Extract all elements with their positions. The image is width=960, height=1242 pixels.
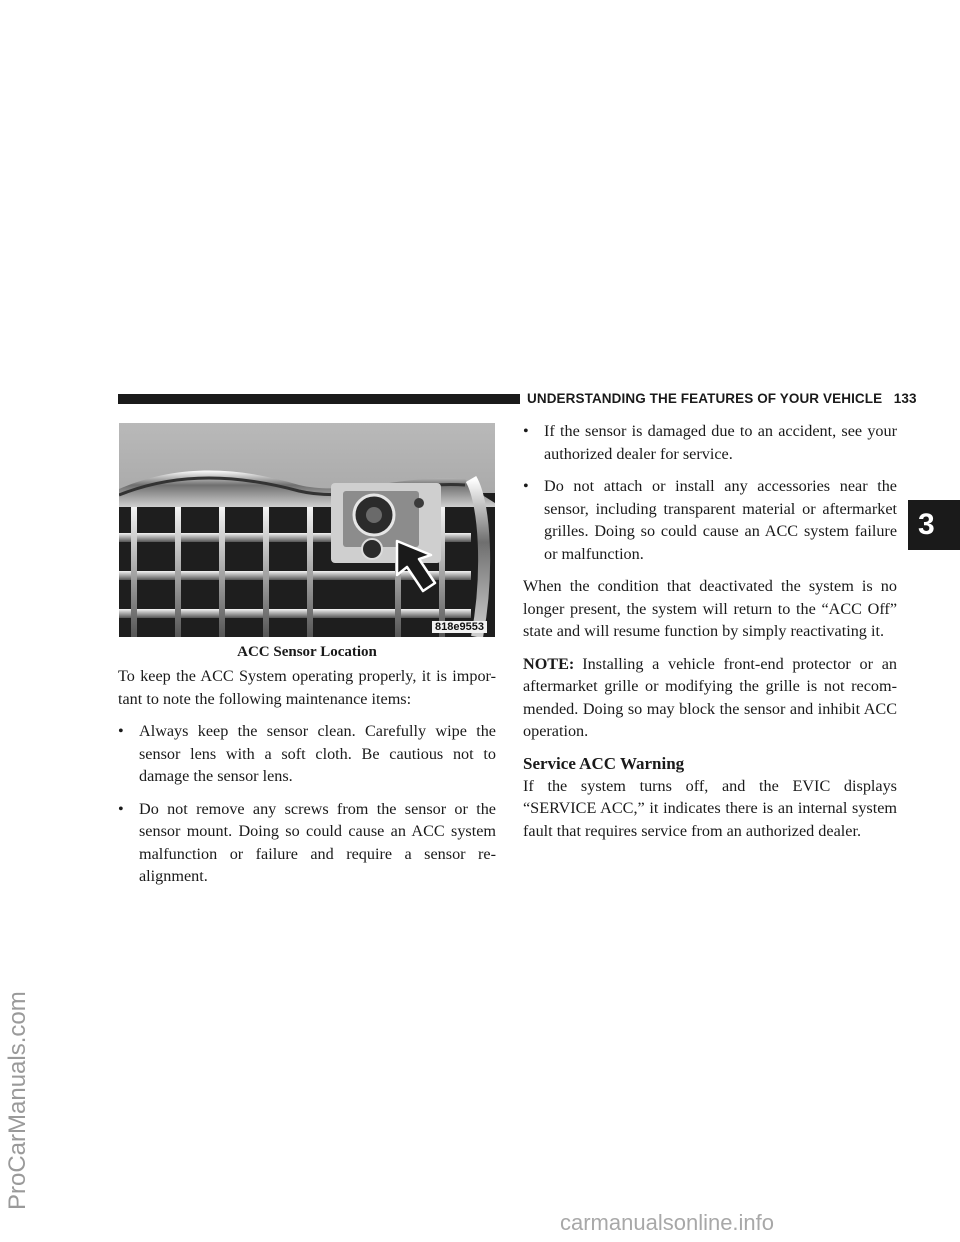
section-title: UNDERSTANDING THE FEATURES OF YOUR VEHICLE bbox=[527, 391, 883, 406]
grille-illustration bbox=[119, 423, 495, 637]
bullet-icon: • bbox=[118, 722, 124, 740]
list-item-text: Do not remove any screws from the sensor or the sensor mount. Doing so could cause an ACC system malfunction or failure and require a sensor re-alignment. bbox=[139, 799, 496, 885]
list-item-text: Do not attach or install any accessories near the sensor, including transparent material or aftermarket grilles. Doing so could cause an ACC system failure or malfunction. bbox=[544, 477, 897, 563]
header-rule bbox=[118, 394, 520, 404]
section-heading: Service ACC Warning bbox=[523, 753, 685, 773]
note-label: NOTE: bbox=[523, 654, 575, 673]
figure-caption: ACC Sensor Location bbox=[237, 644, 377, 660]
running-header bbox=[527, 391, 917, 406]
reactivation-paragraph: When the condition that deactivated the system is no longer present, the system will return to the “ACC Off” state and will resume function by simply reactivating it. bbox=[523, 577, 897, 640]
bullet-icon: • bbox=[118, 799, 124, 818]
watermark-left: ProCarManuals.com bbox=[4, 991, 31, 1210]
list-item bbox=[523, 420, 897, 465]
list-item bbox=[118, 720, 496, 788]
left-column bbox=[118, 665, 496, 898]
list-item-text: Always keep the sensor clean. Carefully wipe the sensor lens with a soft cloth. Be cautious not to damage the sensor lens. bbox=[139, 722, 496, 785]
right-column bbox=[523, 420, 897, 852]
note-text: Installing a vehicle front-end protector or an aftermarket grille or modifying the grille is not recom-mended. Doing so may block the sensor and inhibit ACC operation. bbox=[523, 654, 897, 740]
bullet-icon: • bbox=[523, 422, 529, 440]
note-paragraph bbox=[523, 653, 897, 743]
acc-sensor-figure bbox=[119, 423, 495, 637]
list-item bbox=[523, 475, 897, 565]
maintenance-intro: To keep the ACC System operating properly, it is impor-tant to note the following maintenance items: bbox=[118, 667, 496, 708]
list-item-text: If the sensor is damaged due to an accident, see your authorized dealer for service. bbox=[544, 422, 897, 463]
service-warning-paragraph: If the system turns off, and the EVIC displays “SERVICE ACC,” it indicates there is an internal system fault that requires service from an authorized dealer. bbox=[523, 776, 897, 840]
page-number: 133 bbox=[893, 391, 917, 406]
list-item bbox=[118, 798, 496, 888]
figure-code: 818e9553 bbox=[432, 621, 487, 633]
chapter-tab[interactable]: 3 bbox=[908, 500, 960, 550]
bullet-icon: • bbox=[523, 477, 529, 495]
watermark-bottom: carmanualsonline.info bbox=[560, 1210, 775, 1235]
